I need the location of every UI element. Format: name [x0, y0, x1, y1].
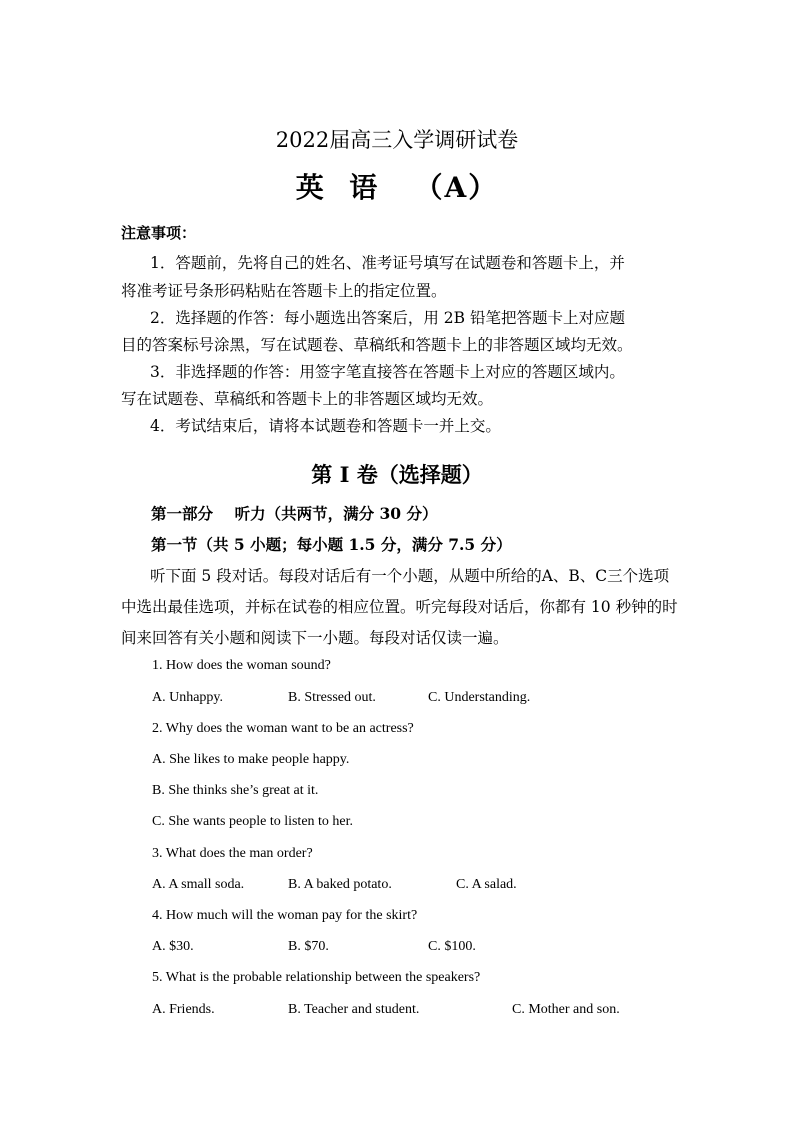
- question-3-stem: 3. What does the man order?: [152, 846, 313, 861]
- question-4-stem: 4. How much will the woman pay for the skirt?: [152, 908, 418, 923]
- question-3-option-a: A. A small soda.: [152, 877, 245, 892]
- question-4-option-c: C. $100.: [428, 939, 476, 954]
- instructions-line-1: 听下面 5 段对话。每段对话后有一个小题，从题中所给的A、B、C三个选项: [150, 567, 670, 585]
- question-2-option-a: A. She likes to make people happy.: [152, 752, 350, 767]
- question-5-option-a: A. Friends.: [152, 1002, 215, 1017]
- section-title: 第 I 卷（选择题）: [311, 462, 483, 487]
- question-1-option-a: A. Unhappy.: [152, 690, 224, 705]
- notes-heading: 注意事项：: [121, 224, 197, 242]
- note-3-line-2: 写在试题卷、草稿纸和答题卡上的非答题区域均无效。: [121, 390, 494, 408]
- question-2-option-c: C. She wants people to listen to her.: [152, 814, 354, 829]
- question-2-stem: 2. Why does the woman want to be an actress?: [152, 721, 414, 736]
- instructions-line-2: 中选出最佳选项，并标在试卷的相应位置。听完每段对话后，你都有 10 秒钟的时: [121, 598, 678, 616]
- question-5-option-c: C. Mother and son.: [512, 1002, 620, 1017]
- note-1-line-1: 1．答题前，先将自己的姓名、准考证号填写在试题卷和答题卡上，并: [150, 254, 625, 272]
- question-5-option-b: B. Teacher and student.: [288, 1002, 420, 1017]
- question-5-stem: 5. What is the probable relationship between the speakers?: [152, 970, 481, 985]
- instructions-line-3: 间来回答有关小题和阅读下一小题。每段对话仅读一遍。: [121, 629, 509, 647]
- question-1-option-b: B. Stressed out.: [288, 690, 376, 705]
- question-1-option-c: C. Understanding.: [428, 690, 531, 705]
- question-1-stem: 1. How does the woman sound?: [152, 658, 331, 673]
- subsection-title: 第一节（共 5 小题；每小题 1.5 分，满分 7.5 分）: [151, 535, 512, 554]
- note-2-line-1: 2．选择题的作答：每小题选出答案后，用 2B 铅笔把答题卡上对应题: [150, 309, 625, 327]
- note-4-line-1: 4．考试结束后，请将本试题卷和答题卡一并上交。: [150, 417, 501, 435]
- subject-title: 英 语 （A）: [295, 171, 499, 204]
- question-3-option-c: C. A salad.: [456, 877, 517, 892]
- question-4-option-b: B. $70.: [288, 939, 329, 954]
- question-2-option-b: B. She thinks she’s great at it.: [152, 783, 319, 798]
- question-3-option-b: B. A baked potato.: [288, 877, 392, 892]
- note-2-line-2: 目的答案标号涂黑，写在试题卷、草稿纸和答题卡上的非答题区域均无效。: [121, 336, 633, 354]
- note-3-line-1: 3．非选择题的作答：用签字笔直接答在答题卡上对应的答题区域内。: [150, 363, 625, 381]
- note-1-line-2: 将准考证号条形码粘贴在答题卡上的指定位置。: [121, 282, 447, 300]
- question-4-option-a: A. $30.: [152, 939, 194, 954]
- exam-title: 2022届高三入学调研试卷: [275, 128, 519, 152]
- part-title: 第一部分 听力（共两节，满分 30 分）: [151, 504, 438, 523]
